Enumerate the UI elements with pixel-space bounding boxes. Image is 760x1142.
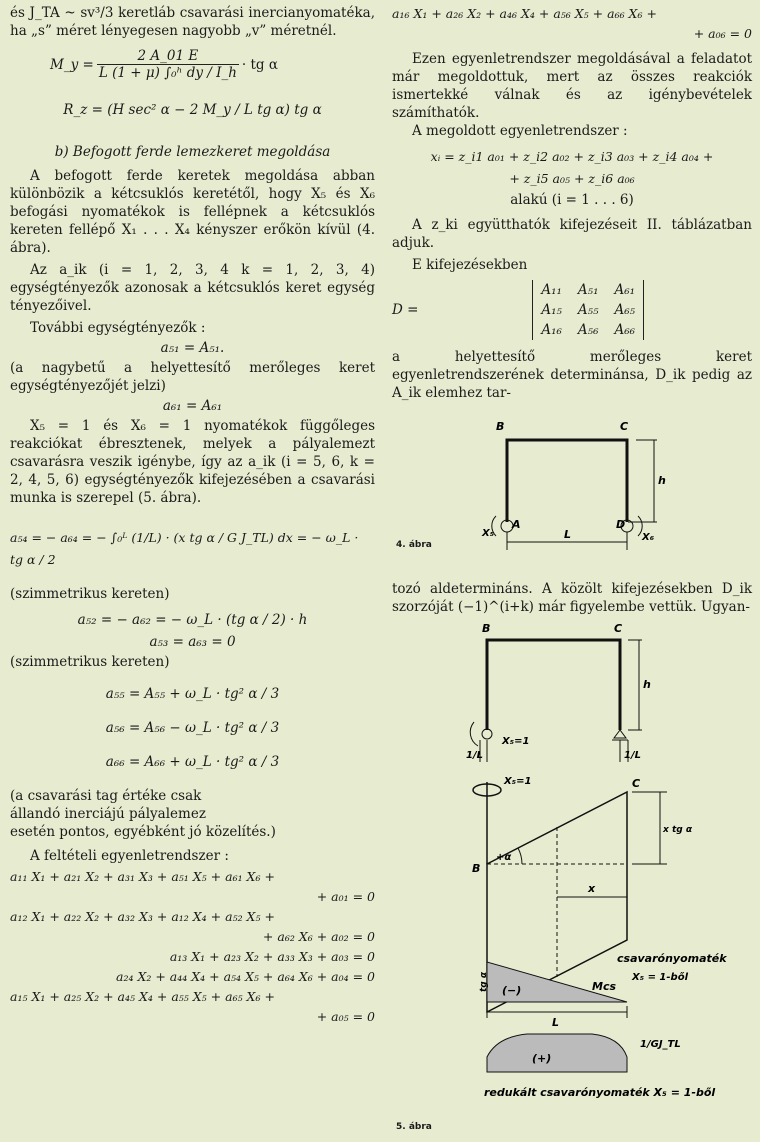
sys-line: a₁₂ X₁ + a₂₂ X₂ + a₃₂ X₃ + a₁₂ X₄ + a₅₂ X₅ + bbox=[10, 909, 275, 924]
note-symmetric-1: (szimmetrikus kereten) bbox=[10, 586, 170, 602]
sys-line: a₁₅ X₁ + a₂₅ X₂ + a₄₅ X₄ + a₅₅ X₅ + a₆₅ X₆ + bbox=[10, 989, 275, 1004]
my-lhs: M_y = bbox=[50, 56, 94, 73]
paragraph-zki: A z_ki együtthatók kifejezéseit II. táblázatban adjuk. bbox=[392, 217, 752, 251]
fig4-label-d: D bbox=[616, 518, 626, 531]
sys-line: + a₀₅ = 0 bbox=[316, 1009, 375, 1024]
figure-4 bbox=[392, 410, 752, 570]
fig5-one-over-gj: 1/GJ_TL bbox=[640, 1039, 681, 1050]
right-column bbox=[392, 4, 752, 1142]
left-column bbox=[10, 4, 375, 1027]
fig5-torque-sub: X₅ = 1-ből bbox=[632, 972, 688, 983]
figure-4-caption: 4. ábra bbox=[396, 540, 432, 550]
determinant bbox=[392, 280, 752, 340]
figure-5 bbox=[392, 622, 752, 1142]
fig5-tga: tg α bbox=[479, 971, 489, 992]
fig4-label-h: h bbox=[658, 474, 666, 487]
fig5-label-x5b: X₅=1 bbox=[504, 776, 532, 787]
eq-xi-2: + z_i5 a₀₅ + z_i6 a₀₆ bbox=[509, 171, 635, 186]
eq-xi-3: alakú (i = 1 . . . 6) bbox=[510, 192, 634, 208]
fig5-label-1l-left: 1/L bbox=[466, 750, 483, 761]
sys-line: + a₆₂ X₆ + a₀₂ = 0 bbox=[262, 929, 375, 944]
fig4-label-a: A bbox=[512, 518, 521, 531]
paragraph-e-kifejezesekben: E kifejezésekben bbox=[412, 257, 528, 273]
sys-line: + a₀₆ = 0 bbox=[693, 26, 752, 41]
det-matrix bbox=[532, 280, 644, 340]
fig5-label-b2: B bbox=[472, 862, 481, 875]
equation-system-cont bbox=[392, 4, 752, 44]
fig5-label-h: h bbox=[643, 678, 651, 691]
paragraph-megoldott: A megoldott egyenletrendszer : bbox=[412, 123, 628, 139]
fig5-label-xtga: x tg α bbox=[663, 825, 692, 835]
det-cell: A₅₆ bbox=[577, 322, 599, 338]
fig5-label-c: C bbox=[614, 622, 623, 635]
sys-line: a₁₆ X₁ + a₂₆ X₂ + a₄₆ X₄ + a₅₆ X₅ + a₆₆ X₆ + bbox=[392, 6, 657, 21]
fig5-label-alpha: +α bbox=[496, 852, 512, 863]
paragraph-feltételi: A feltételi egyenletrendszer : bbox=[30, 848, 229, 864]
fig5-torque-title: csavarónyomaték bbox=[617, 952, 727, 965]
paragraph-aik: Az a_ik (i = 1, 2, 3, 4 k = 1, 2, 3, 4) egységtényezők azonosak a kétcsuklós keret egység tényezőivel. bbox=[10, 262, 375, 314]
det-cell: A₁₆ bbox=[541, 322, 562, 338]
fig5-reduced-label: redukált csavarónyomaték X₅ = 1-ből bbox=[484, 1086, 716, 1099]
paragraph-helyettesito: a helyettesítő merőleges keret egyenletrendszerének determinánsa, D_ik pedig az A_ik elemhez tar- bbox=[392, 349, 752, 401]
eq-a56: a₅₆ = A₅₆ − ω_L · tg² α / 3 bbox=[105, 720, 280, 736]
section-b-heading: b) Befogott ferde lemezkeret megoldása bbox=[54, 144, 331, 160]
eq-a54: a₅₄ = − a₆₄ = − ∫₀ᴸ (1/L) · (x tg α / G J_TL) dx = − ω_L · tg α / 2 bbox=[10, 530, 359, 567]
eq-a53: a₅₃ = a₆₃ = 0 bbox=[149, 634, 236, 650]
my-numerator: 2 A_01 E bbox=[97, 48, 239, 65]
fig4-label-x6: X₆ bbox=[642, 532, 655, 543]
eq-a52: a₅₂ = − a₆₂ = − ω_L · (tg α / 2) · h bbox=[77, 612, 308, 628]
intro-paragraph: és J_TA ~ sv³/3 keretláb csavarási inercianyomatéka, ha „s” méret lényegesen nagyobb „v” méretnél. bbox=[10, 5, 375, 39]
paragraph-aldeterminans: tozó aldetermináns. A közölt kifejezésekben D_ik szorzóját (−1)^(i+k) már figyelembe vettük. Ugyan- bbox=[392, 581, 752, 615]
fig5-label-l: L bbox=[552, 1016, 560, 1029]
det-cell: A₅₅ bbox=[577, 302, 599, 318]
det-label: D = bbox=[392, 302, 419, 318]
fig5-label-x5: X₅=1 bbox=[502, 736, 530, 747]
paragraph-nagybetu: (a nagybetű a helyettesítő merőleges keret egységtényezőjét jelzi) bbox=[10, 360, 375, 394]
my-denominator: L (1 + μ) ∫₀ʰ dy / I_h bbox=[98, 65, 237, 81]
fig5-minus: (−) bbox=[502, 984, 522, 997]
fig5-label-c2: C bbox=[632, 777, 641, 790]
rz-equation: R_z = (H sec² α − 2 M_y / L tg α) tg α bbox=[63, 102, 322, 118]
eq-a61: a₆₁ = A₆₁ bbox=[162, 398, 223, 414]
paragraph-befogott: A befogott ferde keretek megoldása abban különbözik a kétcsuklós keretétől, hogy X₅ és X₆ befogási nyomatékok is fellépnek a kétcsuklós kereten fellépő X₁ . . . X₄ kényszer erőkön kívül (4. ábra). bbox=[10, 168, 375, 256]
figure-5-drawing bbox=[392, 622, 752, 1132]
note-torsion-1: (a csavarási tag értéke csak bbox=[10, 788, 202, 804]
fig5-label-b: B bbox=[482, 622, 491, 635]
det-cell: A₆₁ bbox=[614, 282, 636, 298]
fig4-label-x5: X₅ bbox=[482, 528, 495, 539]
eq-xi-1: xᵢ = z_i1 a₀₁ + z_i2 a₀₂ + z_i3 a₀₃ + z_i4 a₀₄ + bbox=[430, 149, 714, 164]
sys-line: + a₀₁ = 0 bbox=[316, 889, 375, 904]
fig4-label-c: C bbox=[620, 420, 629, 433]
det-cell: A₅₁ bbox=[577, 282, 599, 298]
eq-a66: a₆₆ = A₆₆ + ω_L · tg² α / 3 bbox=[105, 754, 280, 770]
my-equation bbox=[50, 48, 375, 81]
eq-a55: a₅₅ = A₅₅ + ω_L · tg² α / 3 bbox=[105, 686, 280, 702]
note-symmetric-2: (szimmetrikus kereten) bbox=[10, 654, 170, 670]
fig5-label-1l-right: 1/L bbox=[624, 750, 641, 761]
paragraph-x5x6: X₅ = 1 és X₆ = 1 nyomatékok függőleges reakciókat ébresztenek, melyek a pályalemezt csavarásra veszik igénybe, így az a_ik (i = 5, 6, k = 2, 4, 5, 6) egységtényezők kifejezésében a csavarási munka is szerepel (5. ábra). bbox=[10, 418, 375, 506]
det-cell: A₁₁ bbox=[541, 282, 562, 298]
fig5-plus: (+) bbox=[532, 1052, 552, 1065]
det-cell: A₆₅ bbox=[614, 302, 636, 318]
det-cell: A₆₆ bbox=[614, 322, 636, 338]
paragraph-megoldasaval: Ezen egyenletrendszer megoldásával a feladatot már megoldottuk, mert az összes reakciók ismertekké válnak és az igénybevételek számíthatók. bbox=[392, 51, 752, 121]
det-cell: A₁₅ bbox=[541, 302, 562, 318]
fig5-mcs: Mcs bbox=[592, 980, 617, 993]
paragraph-tovabbi: További egységtényezők : bbox=[30, 320, 206, 336]
sys-line: a₁₁ X₁ + a₂₁ X₂ + a₃₁ X₃ + a₅₁ X₅ + a₆₁ X₆ + bbox=[10, 869, 275, 884]
note-torsion-3: esetén pontos, egyébként jó közelítés.) bbox=[10, 824, 276, 840]
figure-5-caption: 5. ábra bbox=[396, 1122, 432, 1132]
eq-a51: a₅₁ = A₅₁. bbox=[160, 340, 225, 356]
fig5-label-x: x bbox=[588, 882, 596, 895]
fig4-label-b: B bbox=[496, 420, 505, 433]
figure-4-drawing bbox=[392, 410, 752, 555]
my-tail: · tg α bbox=[241, 56, 278, 73]
sys-line: a₁₃ X₁ + a₂₃ X₂ + a₃₃ X₃ + a₀₃ = 0 bbox=[169, 949, 375, 964]
equation-system bbox=[10, 867, 375, 1027]
fig4-label-l: L bbox=[564, 528, 572, 541]
sys-line: a₂₄ X₂ + a₄₄ X₄ + a₅₄ X₅ + a₆₄ X₆ + a₀₄ = 0 bbox=[116, 969, 375, 984]
note-torsion-2: állandó inerciájú pályalemez bbox=[10, 806, 206, 822]
